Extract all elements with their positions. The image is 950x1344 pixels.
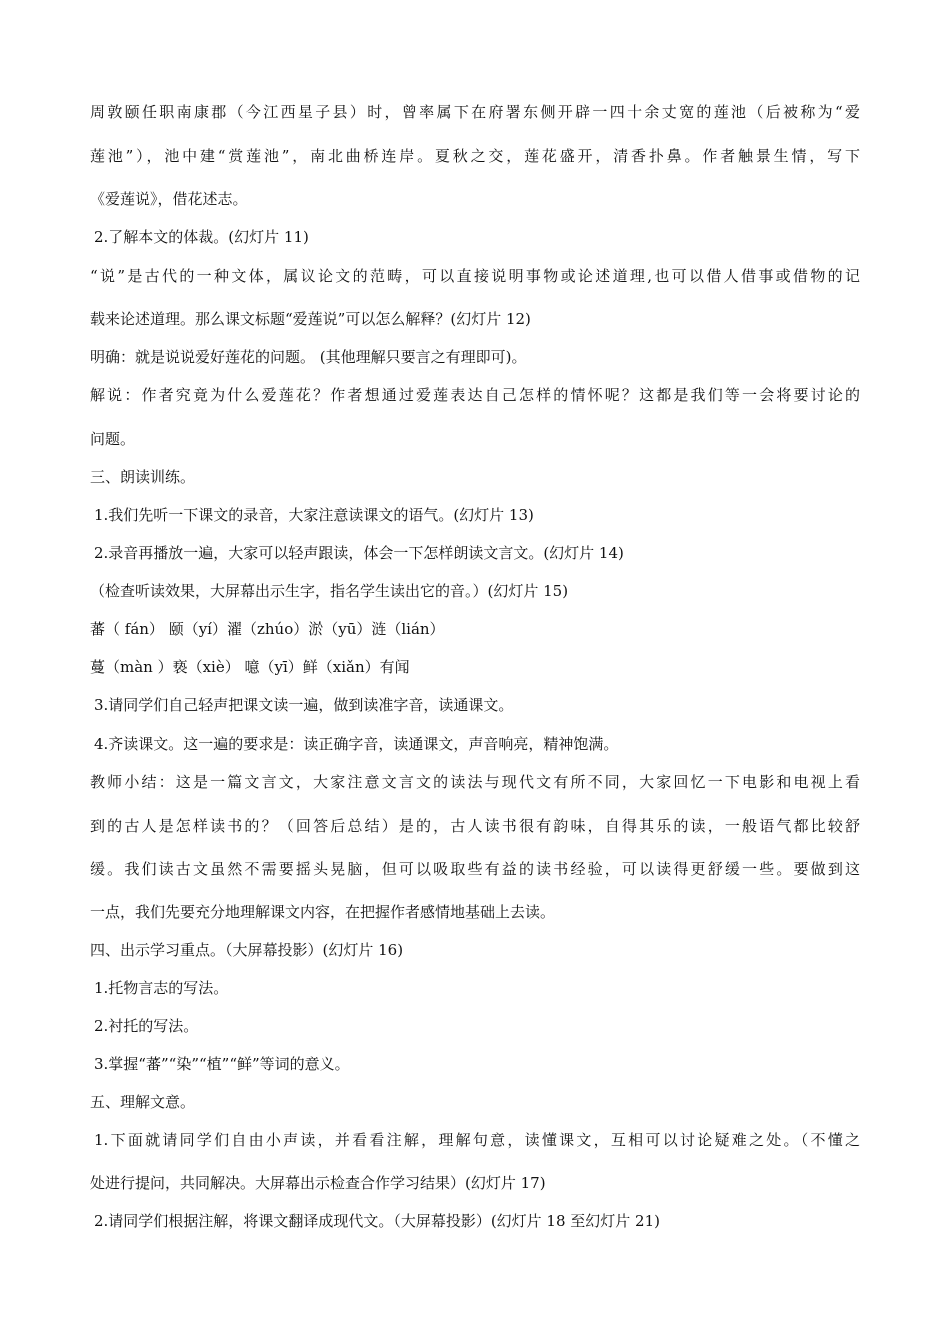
list-item: 2.录音再播放一遍，大家可以轻声跟读，体会一下怎样朗读文言文。(幻灯片 14) <box>94 544 624 562</box>
paragraph-line: 一点，我们先要充分地理解课文内容，在把握作者感情地基础上去读。 <box>90 903 556 921</box>
list-item: 2.衬托的写法。 <box>94 1017 199 1035</box>
section-heading: 五、理解文意。 <box>90 1093 196 1111</box>
paragraph-line: 缓。我们读古文虽然不需要摇头晃脑，但可以吸取些有益的读书经验，可以读得更舒缓一些。要做到这 <box>90 860 860 878</box>
list-item: 4.齐读课文。这一遍的要求是：读正确字音，读通课文，声音响亮，精神饱满。 <box>94 735 619 753</box>
paragraph-line: 周敦颐任职南康郡（今江西星子县）时，曾率属下在府署东侧开辟一四十余丈宽的莲池（后被称为“爱 <box>90 103 860 121</box>
list-item: 2.请同学们根据注解，将课文翻译成现代文。（大屏幕投影）(幻灯片 18 至幻灯片 21) <box>94 1212 660 1230</box>
list-item: 3.掌握“蕃”“染”“植”“鲜”等词的意义。 <box>94 1055 350 1073</box>
paragraph-line: 载来论述道理。那么课文标题“爱莲说”可以怎么解释？(幻灯片 12) <box>90 310 531 328</box>
paragraph-line: 教师小结：这是一篇文言文，大家注意文言文的读法与现代文有所不同，大家回忆一下电影和电视上看 <box>90 773 860 791</box>
list-item: 3.请同学们自己轻声把课文读一遍，做到读准字音，读通课文。 <box>94 696 514 714</box>
section-heading: 三、朗读训练。 <box>90 468 196 486</box>
paragraph-line: （检查听读效果，大屏幕出示生字，指名学生读出它的音。）(幻灯片 15) <box>90 582 569 600</box>
list-item: 1.我们先听一下课文的录音，大家注意读课文的语气。(幻灯片 13) <box>94 506 534 524</box>
list-item: 1.下面就请同学们自由小声读，并看看注解，理解句意，读懂课文，互相可以讨论疑难之处。（不懂之 <box>94 1131 860 1149</box>
list-item: 2.了解本文的体裁。(幻灯片 11) <box>94 228 309 246</box>
paragraph-line: 明确：就是说说爱好莲花的问题。 (其他理解只要言之有理即可)。 <box>90 348 527 366</box>
paragraph-line: 解说：作者究竟为什么爱莲花？作者想通过爱莲表达自己怎样的情怀呢？这都是我们等一会将要讨论的 <box>90 386 860 404</box>
paragraph-line: 《爱莲说》，借花述志。 <box>90 190 248 208</box>
paragraph-line: 莲池”），池中建“赏莲池”，南北曲桥连岸。夏秋之交，莲花盛开，清香扑鼻。作者触景生情，写下 <box>90 147 860 165</box>
paragraph-line: 到的古人是怎样读书的？（回答后总结）是的，古人读书很有韵味，自得其乐的读，一般语气都比较舒 <box>90 817 860 835</box>
pinyin-line: 蔓（màn ）亵（xiè） 噫（yī）鲜（xiǎn）有闻 <box>90 658 410 676</box>
paragraph-line: “说”是古代的一种文体，属议论文的范畴，可以直接说明事物或论述道理,也可以借人借事或借物的记 <box>90 267 860 285</box>
paragraph-line: 处进行提问，共同解决。大屏幕出示检查合作学习结果）(幻灯片 17) <box>90 1174 546 1192</box>
pinyin-line: 蕃（ fán） 颐（yí）濯（zhúo）淤（yū）涟（lián） <box>90 620 445 638</box>
list-item: 1.托物言志的写法。 <box>94 979 229 997</box>
paragraph-line: 问题。 <box>90 430 136 448</box>
section-heading: 四、出示学习重点。（大屏幕投影）(幻灯片 16) <box>90 941 404 959</box>
